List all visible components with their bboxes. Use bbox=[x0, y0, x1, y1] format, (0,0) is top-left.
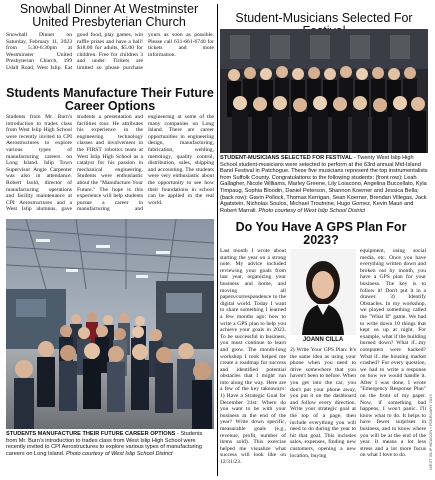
gps-column-1: Last month I wrote about starting the year on a strong note. My advice included reviewing your goals from last year, organizing your business and home, and moving all papers/correspondence to the digital world. Today I want to share something I learned a few months ago: how to write a GPS plan to help you achieve your goals in 2023. To be successful in business, you must continue to learn and grow. The month-long workshop I took helped me create a roadmap for success and identified potential obstacles that I might run into along the way. Here are a few of the key takeaways: 1) Have a Strategic Goal for December 31st: Where do you want to be with your business at the end of the year? Write down specific, measurable goals (e.g., revenue, profit, number of items sold). This exercise helped me visualize what success will look like on 12/31/23. bbox=[220, 248, 286, 465]
column-divider bbox=[217, 4, 218, 476]
careers-article-body: Students from Mr. Burn's introduction to trades class from West Islip High School were recently invited to CPI Aerostructures to explore various types of manufacturing careers on Long Island. Islip Town Supervisor Angie Carpenter was also in attendance. Robert Isold, director of manufacturing operations and facility maintenance at CPI Aerostructures and a West Islip alumnus, gave students a presentation and facilities tour. He attributes his experience in the engineering technology classes and involvement in the FIRST robotics team at West Islip High School as a catalyst for his passion in mechanical engineering. Students were enthusiastic about the "Manufacture Your Future." The hope is this experience will help students pursue a career in manufacturing and engineering at some of the many companies on Long Island. There are career opportunities in engineering design, manufacturing, fabrication, welding, metrology, quality control, distribution, sales, shipping and accounting. The students were very enthusiastic about the opportunity to see how their foundations in school can be applied in the real world. bbox=[6, 114, 214, 213]
festival-photo bbox=[220, 29, 428, 153]
festival-caption-text: - Twenty West Islip High School student-musicians were selected to perform at the 63rd annual Mid-Island Band Festival in Patchogue. These five musicians represent the top instrumentalists from Suffolk County. Congratulations to the following students: (front row): Leah Gallagher, Nicole Williams, Marley Greene, Lily Loiacono, Angelina Buccellato, Kyla Timpaug, Sophia Bloodin, Daniel Peterson, Shannon Koerner and Jessica Bella; (back row): Gavin Pollock, Thomas Kerrigan, Sean Koerner, Brendan Villegas, Jack Agatstein, Nicholas Soulos, Michael Troutnine, Hugo Gomez, Kevin Mauri and Robert Marrali. bbox=[220, 155, 428, 214]
careers-caption-label: STUDENTS MANUFACTURE THEIR FUTURE CAREER OPTIONS bbox=[6, 431, 176, 437]
snowball-headline: Snowball Dinner At Westminster United Presbyterian Church bbox=[19, 2, 199, 30]
careers-photo-caption bbox=[6, 431, 214, 457]
author-photo bbox=[290, 249, 356, 335]
careers-caption-credit: Photo courtesy of West Islip School District bbox=[64, 450, 173, 457]
gps-headline: Do You Have A GPS Plan For 2023? bbox=[235, 220, 407, 248]
gps-column-2: 2) Write Your GPS Plan: It's the same idea as using your phone when you need to drive somewhere that you haven't been to before. When you get into the car, you don't put your phone away, you put it on the dashboard and follow every direction. Write your strategic goal at the top of a page, then include everything you will need to do during the year to hit that goal. This includes sales, expenses, finding new customers, opening a new location, buying bbox=[290, 347, 356, 459]
festival-caption-label: STUDENT-MUSICIANS SELECTED FOR FESTIVAL bbox=[220, 155, 353, 161]
festival-caption-credit: Photo courtesy of West Islip School District bbox=[257, 207, 366, 214]
careers-headline: Students Manufacture Their Future Career Options bbox=[6, 86, 214, 114]
gps-column-3: equipment, using social media, etc. Once you have everything written down and broken out by month, you have a GPS plan for your business. The key is to follow it! Don't put it in a drawer. 3) Identify Obstacles. In my workshop, we played something called the "What If" game. We had to write down 10 things that kept us up at night. For example, what if the building burned down? What if...my computers were hacked? What if...the housing market crashed? For every question, we had to write a response on how we would handle it. After I was done, I wrote "Emergency Response Plan" on the front of my paper. Now, if something bad happens, I won't panic. I'll know what to do. It helps to have fewer surprises in business, and to know where you will be at the end of the year. It means a lot less stress and a lot more focus on what I love to do. bbox=[360, 248, 426, 459]
page-sidebar-text: WEST ISLIP BEACON • FEBRUARY 2023 bbox=[428, 394, 433, 470]
careers-photo bbox=[6, 219, 214, 429]
festival-photo-caption bbox=[220, 155, 428, 214]
snowball-article-body: Snowball Dinner on Saturday, February 11, 2023 from 5:30-6:30pm at Westminster United Presbyterian Church, 199 Udall Road, West Islip. Eat good food, play games, win raffle prizes and have a ball! $18.00 for adults, $5.00 for children. Free for children 3 and under. Tickets are limited so please purchase yours as soon as possible. Please call 631-661-6740 for tickets and more information. bbox=[6, 32, 214, 71]
author-name: JOANN CILLA bbox=[302, 337, 344, 343]
careers-caption-text: - Students from Mr. Burn's introduction to trades class from West Islip High School were recently invited to CPI Aerostructures to explore various types of manufacturing careers on Long Island. bbox=[6, 431, 203, 457]
festival-headline: Student-Musicians Selected For bbox=[235, 11, 413, 25]
